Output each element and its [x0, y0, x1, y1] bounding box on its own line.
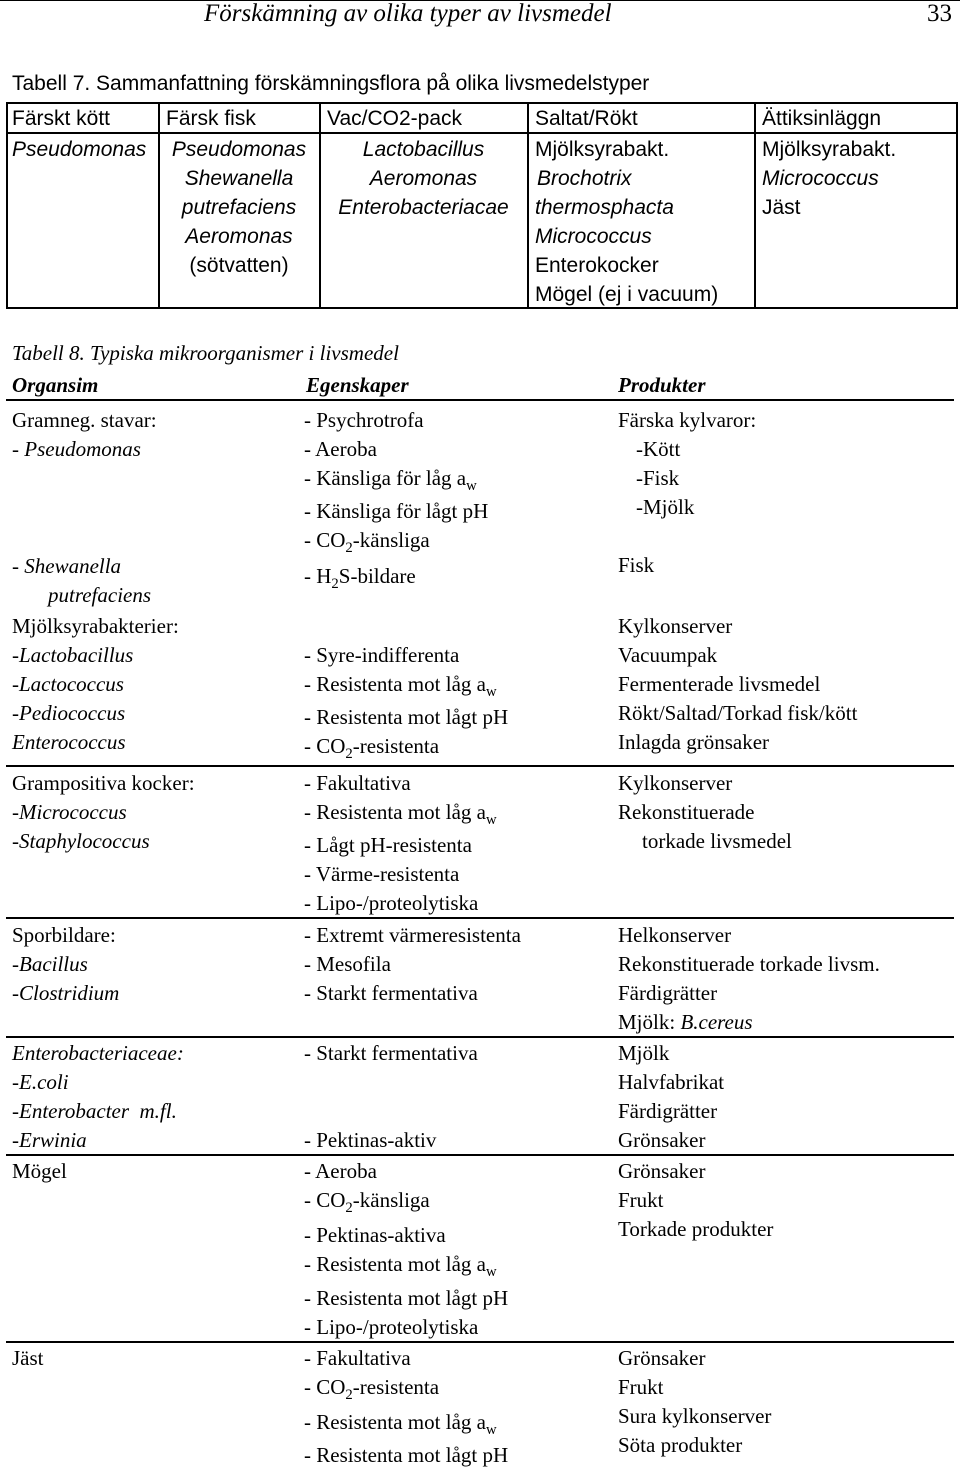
organism-label: Mögel [12, 1159, 67, 1183]
table7-caption: Tabell 7. Sammanfattning förskämningsflora på olika livsmedelstyper [12, 72, 650, 95]
property-subscript: 2 [345, 1200, 353, 1217]
table7-item: Aeromonas [369, 167, 478, 190]
organism-label: - Pseudomonas [12, 437, 141, 461]
table8-caption: Tabell 8. Typiska mikroorganismer i livsmedel [12, 341, 399, 365]
property-text: - Resistenta mot låg a [304, 672, 486, 696]
property-text: S-bildare [338, 564, 416, 588]
organism-label: putrefaciens [48, 583, 152, 607]
table7-item: Lactobacillus [362, 138, 485, 161]
table7-item: Shewanella [184, 167, 294, 190]
property-label: - Mesofila [304, 952, 391, 976]
property-text: - CO [304, 1188, 346, 1212]
property-text: - H [304, 564, 332, 588]
table7-item: Aeromonas [185, 225, 293, 248]
organism-label: Sporbildare: [12, 923, 116, 947]
property-label: - Lågt pH-resistenta [304, 833, 472, 857]
product-label: Rekonstituerade torkade livsm. [618, 952, 880, 976]
property-label [304, 1375, 440, 1404]
organism-label: -Lactococcus [12, 672, 124, 696]
table7-item: Enterokocker [535, 254, 659, 277]
product-text: Mjölk: [618, 1010, 681, 1034]
organism-label: Mjölksyrabakterier: [12, 614, 179, 638]
property-text: - Resistenta mot låg a [304, 800, 486, 824]
organism-label: Enterococcus [12, 730, 126, 754]
group-divider [6, 1341, 954, 1343]
table7-heading: Ättiksinläggn [762, 107, 882, 130]
property-text: - CO [304, 1375, 346, 1399]
table7-item: Brochotrix [537, 167, 632, 190]
table8-header-rule [6, 399, 954, 401]
property-label [304, 1410, 497, 1439]
property-label: - Resistenta mot lågt pH [304, 705, 509, 729]
organism-label: Jäst [12, 1346, 44, 1370]
organism-label: -Micrococcus [12, 800, 127, 824]
table7-item: Micrococcus [762, 167, 879, 190]
product-label: Torkade produkter [618, 1217, 774, 1241]
property-label: - Pektinas-aktiv [304, 1128, 437, 1152]
property-subscript: w [466, 478, 477, 495]
property-label: - Syre-indifferenta [304, 643, 460, 667]
property-subscript: w [485, 1264, 497, 1281]
table7-item: Mjölksyrabakt. [762, 138, 897, 161]
table7-item: Mjölksyrabakt. [535, 138, 670, 161]
property-label: - Starkt fermentativa [304, 1041, 478, 1065]
property-text: -resistenta [352, 1375, 440, 1399]
property-text: - CO [304, 734, 346, 758]
table7-item: Jäst [762, 196, 801, 219]
property-label [304, 1252, 497, 1281]
property-label: - Känsliga för lågt pH [304, 499, 489, 523]
product-label: Färdigrätter [618, 1099, 718, 1123]
product-label: Mjölk [618, 1041, 670, 1065]
property-label: - Fakultativa [304, 1346, 411, 1370]
property-subscript: 2 [331, 576, 339, 593]
product-label: Fisk [618, 553, 655, 577]
product-label: Söta produkter [618, 1433, 743, 1457]
product-label: Rökt/Saltad/Torkad fisk/kött [618, 701, 858, 725]
property-label: - Resistenta mot lågt pH [304, 1443, 509, 1467]
property-label: - Fakultativa [304, 771, 411, 795]
organism-label: -Clostridium [12, 981, 120, 1005]
table7-item: Pseudomonas [171, 138, 307, 161]
page-number: 33 [927, 0, 952, 27]
table7-item: (sötvatten) [189, 254, 289, 277]
property-label [304, 734, 440, 763]
product-label: -Mjölk [636, 495, 695, 519]
organism-label: -Bacillus [12, 952, 88, 976]
product-label: -Fisk [636, 466, 680, 490]
product-label: Färska kylvaror: [618, 408, 757, 432]
table7-item: thermosphacta [535, 196, 674, 219]
property-text: - CO [304, 528, 346, 552]
table7-cell [535, 135, 718, 309]
property-label: - Lipo-/proteolytiska [304, 1315, 479, 1339]
property-label [304, 466, 477, 495]
table7-divider [527, 104, 529, 307]
property-subscript: 2 [345, 1387, 353, 1404]
property-label: - Värme-resistenta [304, 862, 460, 886]
table7-item: Mögel (ej i vacuum) [535, 283, 719, 306]
group-divider [6, 1154, 954, 1156]
property-label [304, 528, 430, 557]
group-divider [6, 765, 954, 767]
property-text: - Känsliga för låg a [304, 466, 467, 490]
table7-item: putrefaciens [181, 196, 297, 219]
organism-label: -Pediococcus [12, 701, 126, 725]
organism-label: -Staphylococcus [12, 829, 150, 853]
property-subscript: 2 [345, 746, 353, 763]
product-label: torkade livsmedel [642, 829, 792, 853]
table7-heading: Färsk fisk [166, 107, 256, 130]
organism-label: -E.coli [12, 1070, 69, 1094]
page-header-title: Förskämning av olika typer av livsmedel [204, 0, 612, 27]
property-label: - Lipo-/proteolytiska [304, 891, 479, 915]
group-divider [6, 1036, 954, 1038]
property-label: - Starkt fermentativa [304, 981, 478, 1005]
group-divider [6, 917, 954, 919]
organism-label: -Enterobacter m.fl. [12, 1099, 177, 1123]
product-label: Grönsaker [618, 1128, 706, 1152]
organism-label: Enterobacteriaceae: [12, 1041, 184, 1065]
product-label: Kylkonserver [618, 771, 733, 795]
product-label: Vacuumpak [618, 643, 718, 667]
property-label [304, 800, 497, 829]
table7-cell [160, 135, 318, 280]
property-text: -känsliga [352, 1188, 430, 1212]
property-text: -resistenta [352, 734, 440, 758]
property-label [304, 672, 497, 701]
table7-heading: Vac/CO2-pack [327, 107, 462, 130]
table7-heading: Färskt kött [12, 107, 111, 130]
product-label: -Kött [636, 437, 681, 461]
property-label: - Psychrotrofa [304, 408, 424, 432]
property-label: - Resistenta mot lågt pH [304, 1286, 509, 1310]
property-subscript: w [485, 684, 497, 701]
table7-cell [762, 135, 896, 222]
table8-header-properties: Egenskaper [306, 373, 409, 397]
table7-cell [12, 135, 146, 164]
table8-header-organism: Organsim [12, 373, 99, 397]
product-label [618, 1010, 753, 1035]
product-label: Rekonstituerade [618, 800, 755, 824]
property-label [304, 1188, 430, 1217]
product-label: Helkonserver [618, 923, 732, 947]
property-text: - Resistenta mot låg a [304, 1252, 486, 1276]
product-text: B.cereus [680, 1010, 753, 1034]
table7 [6, 102, 958, 309]
table7-heading: Saltat/Rökt [535, 107, 638, 130]
table7-item: Pseudomonas [12, 138, 147, 161]
product-label: Grönsaker [618, 1346, 706, 1370]
property-text: - Resistenta mot låg a [304, 1410, 486, 1434]
property-label: - Pektinas-aktiva [304, 1223, 446, 1247]
property-label [304, 564, 416, 593]
table8-header-products: Produkter [618, 373, 706, 397]
table7-cell [321, 135, 526, 222]
organism-label: -Erwinia [12, 1128, 87, 1152]
organism-label: - Shewanella [12, 554, 122, 578]
product-label: Färdigrätter [618, 981, 718, 1005]
property-subscript: 2 [345, 540, 353, 557]
table7-item: Micrococcus [535, 225, 652, 248]
product-label: Halvfabrikat [618, 1070, 725, 1094]
property-label: - Extremt värmeresistenta [304, 923, 521, 947]
property-text: -känsliga [352, 528, 430, 552]
organism-label: Gramneg. stavar: [12, 408, 157, 432]
product-label: Frukt [618, 1375, 664, 1399]
product-label: Inlagda grönsaker [618, 730, 770, 754]
table7-divider [754, 104, 756, 307]
product-label: Fermenterade livsmedel [618, 672, 821, 696]
property-label: - Aeroba [304, 1159, 377, 1183]
product-label: Sura kylkonserver [618, 1404, 772, 1428]
table7-item: Enterobacteriacae [338, 196, 509, 219]
product-label: Frukt [618, 1188, 664, 1212]
organism-label: Grampositiva kocker: [12, 771, 195, 795]
product-label: Kylkonserver [618, 614, 733, 638]
product-label: Grönsaker [618, 1159, 706, 1183]
property-subscript: w [485, 812, 497, 829]
organism-label: -Lactobacillus [12, 643, 134, 667]
property-label: - Aeroba [304, 437, 377, 461]
property-subscript: w [485, 1422, 497, 1439]
